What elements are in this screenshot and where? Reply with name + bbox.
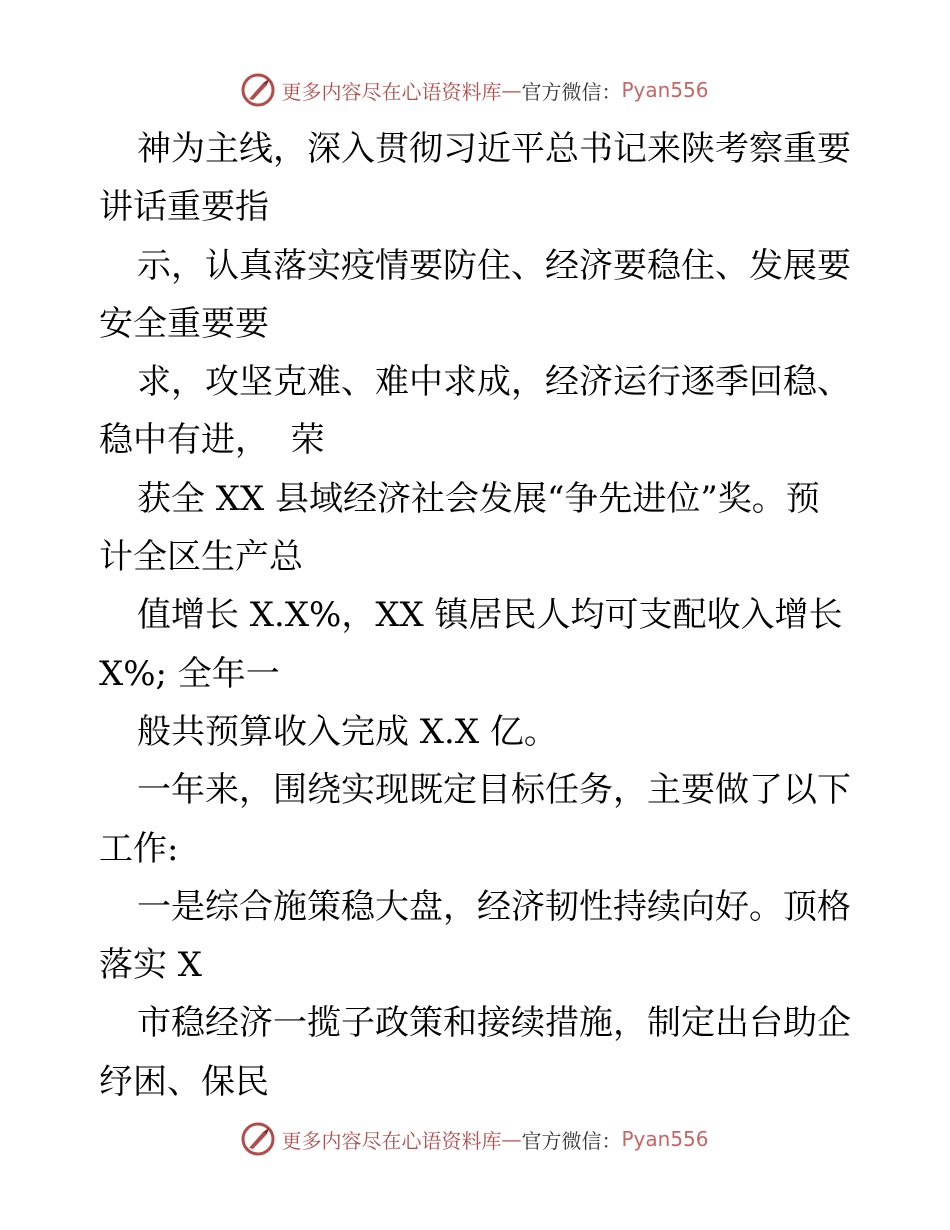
text-line: 示，认真落实疫情要防住、经济要稳住、发展要	[137, 245, 851, 286]
text-line: 安全重要要	[99, 303, 269, 344]
text-line: 稳中有进， 荣	[99, 420, 325, 461]
banner-wechat-label: 官方微信：	[521, 79, 622, 104]
banner-dash: —	[501, 1127, 522, 1151]
text-line: 计全区生产总	[99, 537, 303, 578]
text-line: 般共预算收入完成 X.X 亿。	[137, 711, 558, 752]
text-line: X%; 全年一	[99, 653, 280, 694]
header-banner	[0, 70, 950, 110]
text-line: 求，攻坚克难、难中求成，经济运行逐季回稳、	[137, 362, 851, 403]
text-line: 市稳经济一揽子政策和接续措施，制定出台助企	[137, 1003, 851, 1044]
text-line: 值增长 X.X%，XX 镇居民人均可支配收入增长	[137, 595, 843, 636]
text-line: 讲话重要指	[99, 187, 269, 228]
quill-logo-icon	[241, 1122, 275, 1156]
banner-dash: —	[501, 78, 522, 102]
document-body	[99, 120, 859, 1111]
text-line: 纾困、保民	[99, 1061, 269, 1102]
text-line: 一年来，围绕实现既定目标任务，主要做了以下	[137, 770, 851, 811]
text-line: 神为主线，深入贯彻习近平总书记来陕考察重要	[137, 129, 851, 169]
banner-title: 更多内容尽在心语资料库	[281, 1128, 502, 1153]
text-line: 获全 XX 县域经济社会发展“争先进位”奖。预	[137, 478, 820, 519]
quill-logo-icon	[241, 73, 275, 107]
banner-wechat-label: 官方微信：	[521, 1128, 622, 1153]
text-line: 工作:	[99, 828, 179, 869]
banner-title: 更多内容尽在心语资料库	[281, 79, 502, 104]
banner-wechat-handle: Pyan556	[621, 1127, 709, 1151]
footer-banner	[0, 1119, 950, 1159]
text-line: 落实 X	[99, 945, 203, 986]
banner-wechat-handle: Pyan556	[621, 78, 709, 102]
text-line: 一是综合施策稳大盘，经济韧性持续向好。顶格	[137, 886, 851, 927]
